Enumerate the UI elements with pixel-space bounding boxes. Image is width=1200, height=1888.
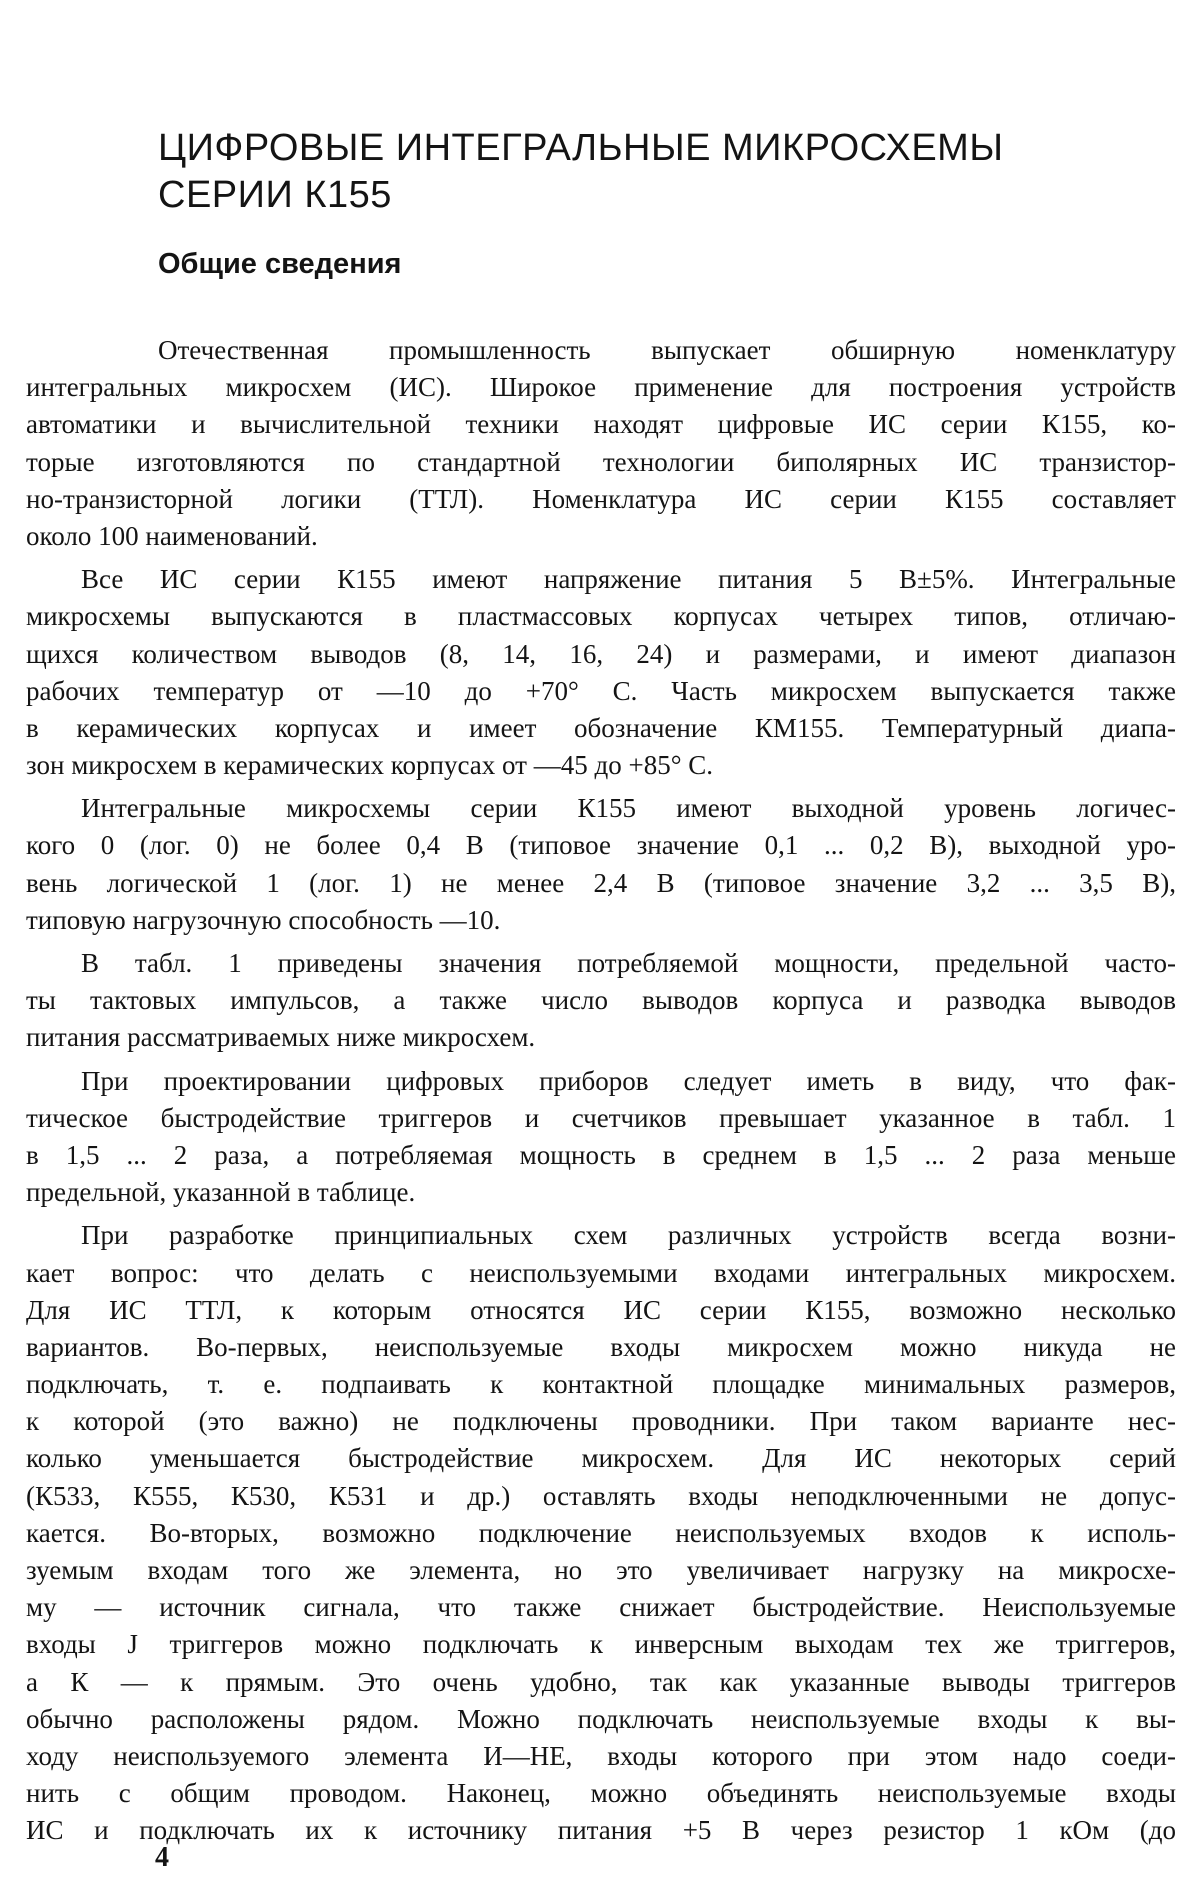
text-line: входы J триггеров можно подключать к инверсным выходам тех же триггеров, [26, 1629, 1176, 1660]
text-line: тическое быстродействие триггеров и счетчиков превышает указанное в табл. 1 [26, 1102, 1176, 1133]
text-line: типовую нагрузочную способность —10. [26, 904, 501, 935]
text-line: питания рассматриваемых ниже микросхем. [26, 1022, 536, 1053]
text-line: но-транзисторной логики (ТТЛ). Номенклатура ИС серии К155 составляет [26, 483, 1176, 514]
text-line: ходу неиспользуемого элемента И—НЕ, входы которого при этом надо соеди- [26, 1740, 1176, 1771]
text-line: вень логической 1 (лог. 1) не менее 2,4 В (типовое значение 3,2 ... 3,5 В), [26, 867, 1176, 898]
text-line: Отечественная промышленность выпускает обширную номенклатуру [158, 335, 1176, 365]
text-line: Все ИС серии К155 имеют напряжение питания 5 В±5%. Интегральные [81, 564, 1176, 595]
text-line: автоматики и вычислительной техники находят цифровые ИС серии К155, ко- [26, 409, 1176, 440]
page-number: 4 [155, 1842, 169, 1873]
text-line: зуемым входам того же элемента, но это увеличивает нагрузку на микросхе- [26, 1555, 1176, 1585]
text-line: ИС и подключать их к источнику питания +5 В через резистор 1 кОм (до [26, 1815, 1176, 1846]
text-line: щихся количеством выводов (8, 14, 16, 24) и размерами, и имеют диапазон [26, 638, 1176, 669]
text-line: Интегральные микросхемы серии К155 имеют выходной уровень логичес- [81, 793, 1176, 824]
text-line: микросхемы выпускаются в пластмассовых корпусах четырех типов, отличаю- [26, 601, 1176, 632]
text-line: обычно расположены рядом. Можно подключать неиспользуемые входы к вы- [26, 1703, 1176, 1734]
text-line: в 1,5 ... 2 раза, а потребляемая мощность в среднем в 1,5 ... 2 раза меньше [26, 1139, 1176, 1170]
text-line: кается. Во-вторых, возможно подключение неиспользуемых входов к исполь- [26, 1517, 1176, 1548]
text-line: подключать, т. е. подпаивать к контактной площадке минимальных размеров, [26, 1369, 1176, 1400]
text-line: интегральных микросхем (ИС). Широкое применение для построения устройств [26, 372, 1176, 403]
text-line: к которой (это важно) не подключены проводники. При таком варианте нес- [26, 1406, 1176, 1437]
text-line: (К533, К555, К530, К531 и др.) оставлять входы неподключенными не допус- [26, 1480, 1176, 1511]
text-line: колько уменьшается быстродействие микросхем. Для ИС некоторых серий [26, 1443, 1176, 1474]
text-line: Для ИС ТТЛ, к которым относятся ИС серии К155, возможно несколько [26, 1294, 1176, 1325]
text-line: около 100 наименований. [26, 520, 318, 551]
text-line: вариантов. Во-первых, неиспользуемые входы микросхем можно никуда не [26, 1331, 1176, 1362]
text-line: му — источник сигнала, что также снижает быстродействие. Неиспользуемые [26, 1592, 1176, 1623]
paragraph [26, 945, 1176, 1057]
paragraph [26, 1063, 1176, 1212]
chapter-title-line-2: СЕРИИ К155 [158, 174, 392, 216]
text-line: кает вопрос: что делать с неиспользуемыми входами интегральных микросхем. [26, 1257, 1176, 1288]
text-line: в керамических корпусах и имеет обозначение КМ155. Температурный диапа- [26, 712, 1176, 743]
paragraph [26, 790, 1176, 939]
text-line: зон микросхем в керамических корпусах от —45 до +85° С. [26, 750, 713, 781]
text-line: нить с общим проводом. Наконец, можно объединять неиспользуемые входы [26, 1778, 1176, 1809]
paragraph [26, 332, 1176, 555]
chapter-title [158, 125, 1058, 219]
section-heading: Общие сведения [158, 248, 402, 280]
text-line: рабочих температур от —10 до +70° С. Часть микросхем выпускается также [26, 675, 1176, 706]
text-line: предельной, указанной в таблице. [26, 1177, 416, 1208]
paragraph [26, 1217, 1176, 1849]
body-text [26, 332, 1176, 1850]
chapter-title-line-1: ЦИФРОВЫЕ ИНТЕГРАЛЬНЫЕ МИКРОСХЕМЫ [158, 127, 1004, 169]
text-line: ты тактовых импульсов, а также число выводов корпуса и разводка выводов [26, 985, 1176, 1016]
text-line: При проектировании цифровых приборов следует иметь в виду, что фак- [81, 1065, 1176, 1096]
text-line: а К — к прямым. Это очень удобно, так как указанные выводы триггеров [26, 1666, 1176, 1697]
text-line: кого 0 (лог. 0) не более 0,4 В (типовое значение 0,1 ... 0,2 В), выходной уро- [26, 830, 1176, 861]
text-line: В табл. 1 приведены значения потребляемой мощности, предельной часто- [81, 948, 1176, 978]
text-line: При разработке принципиальных схем различных устройств всегда возни- [81, 1220, 1176, 1251]
paragraph [26, 561, 1176, 784]
text-line: торые изготовляются по стандартной технологии биполярных ИС транзистор- [26, 446, 1176, 477]
